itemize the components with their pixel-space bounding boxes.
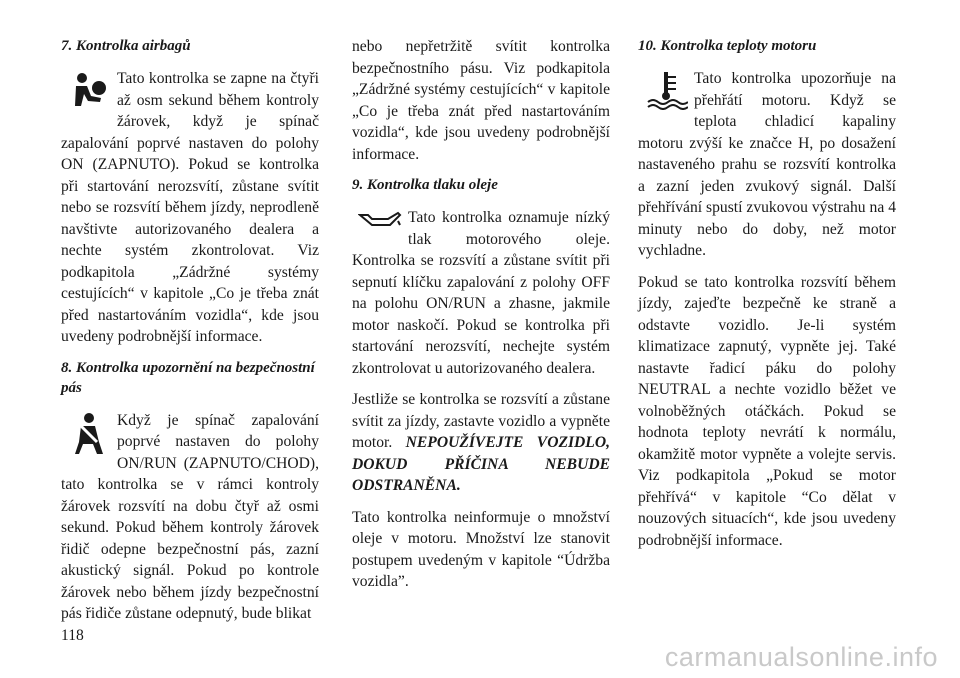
seatbelt-description: Když je spínač zapalování poprvé nastaven do polohy ON/RUN (ZAPNUTO/CHOD), tato kontrolka se v rámci kontroly žárovek rozsvítí na dobu čtyř až osmi sekund. Pokud během kontroly žárovek řidič odepne bezpečnostní pás, zazní akustický signál. Pokud po kontrole žárovek nebo během jízdy bezpečnostní pás řidiče zůstane odepnutý, bude blikat [61, 411, 319, 622]
airbag-icon [61, 70, 117, 132]
oil-can-icon [352, 209, 408, 249]
coolant-temperature-icon [638, 70, 694, 120]
section-heading-oil: 9. Kontrolka tlaku oleje [352, 177, 498, 193]
section-heading-seatbelt: 8. Kontrolka upozornění na bezpečnostní pás [61, 359, 315, 396]
watermark: carmanualsonline.info [664, 642, 938, 672]
section-heading-airbag: 7. Kontrolka airbagů [61, 38, 191, 54]
seatbelt-description-continued: nebo nepřetržitě svítit kontrolka bezpečnostního pásu. Viz podkapitola „Zádržné systémy cestujících“ v kapitole „Co je třeba znát před nastartováním vozidla“, kde jsou uvedeny podrobnější informace. [352, 38, 610, 163]
temperature-description: Tato kontrolka upozorňuje na přehřátí motoru. Když se teplota chladicí kapaliny motoru zvýší ke značce H, po dosažení nastaveného prahu se rozsvítí kontrolka a zazní jeden zvukový signál. Další přehřívání spustí zvukovou výstrahu na 4 minuty nebo do doby, než motor vychladne. [638, 70, 896, 259]
oil-warning-emphasis: NEPOUŽÍVEJTE VOZIDLO, DOKUD PŘÍČINA NEBUDE ODSTRANĚNA. [352, 434, 610, 494]
column-2 [352, 36, 610, 603]
temperature-instructions: Pokud se tato kontrolka rozsvítí během jízdy, zajeďte bezpečně ke straně a odstavte vozidlo. Je-li systém klimatizace zapnutý, vypněte jej. Také nastavte řadicí páku do polohy NEUTRAL a nechte vozidlo běžet ve volnoběžných otáčkách. Pokud se hodnota teploty nevrátí k normálu, okamžitě motor vypněte a volejte servis. Viz podkapitola „Pokud se motor přehřívá“ v kapitole “Co dělat v nouzových situacích“, kde jsou uvedeny podrobnější informace. [638, 273, 896, 549]
airbag-description: Tato kontrolka se zapne na čtyři až osm sekund během kontroly žárovek, když je spínač zapalování poprvé nastaven do polohy ON (ZAPNUTO). Pokud se kontrolka při startování nerozsvítí, zůstane svítit nebo se rozsvítí během jízdy, neprodleně navštivte autorizovaného dealera a nechte systém zkontrolovat. Viz podkapitola „Zádržné systémy cestujících“ v kapitole „Co je třeba znát před nastartováním vozidla“, kde jsou uvedeny podrobnější informace. [61, 70, 319, 345]
oil-note: Tato kontrolka neinformuje o množství oleje v motoru. Množství lze stanovit postupem uvedeným v kapitole “Údržba vozidla”. [352, 508, 610, 590]
oil-warning [352, 389, 610, 497]
column-1 [61, 36, 319, 635]
section-heading-temperature: 10. Kontrolka teploty motoru [638, 38, 817, 54]
seatbelt-icon [61, 412, 117, 474]
oil-warning-text: Jestliže se kontrolka se rozsvítí a zůstane svítit za jízdy, zastavte vozidlo a vypněte motor. [352, 391, 610, 451]
page-number: 118 [61, 627, 84, 644]
column-3 [638, 36, 896, 561]
oil-description: Tato kontrolka oznamuje nízký tlak motorového oleje. Kontrolka se rozsvítí a zůstane svítit při sepnutí klíčku zapalování z polohy OFF na polohu ON/RUN a zhasne, jakmile motor naskočí. Pokud se kontrolka při startování nerozsvítí, nechejte systém zkontrolovat u autorizovaného dealera. [352, 209, 610, 377]
